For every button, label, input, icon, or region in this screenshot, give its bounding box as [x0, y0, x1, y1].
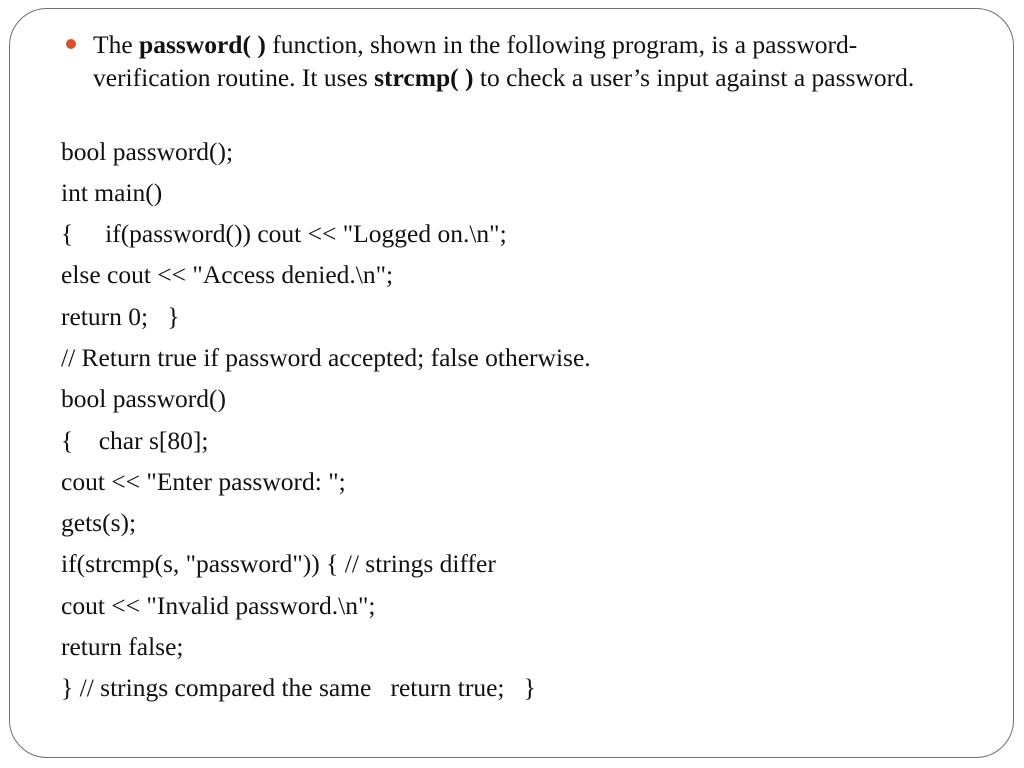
- code-line: return false;: [61, 632, 184, 661]
- code-line: cout << "Enter password: ";: [61, 467, 346, 496]
- code-line: return 0; }: [61, 302, 180, 331]
- intro-bold-password: password( ): [139, 30, 266, 59]
- code-line: else cout << "Access denied.\n";: [61, 260, 394, 289]
- code-line: bool password(): [61, 384, 227, 413]
- intro-text-2: function, shown in the following program, is a password-verification routine. It uses: [93, 30, 858, 92]
- bullet-dot-icon: [66, 39, 76, 49]
- code-line: gets(s);: [61, 508, 137, 537]
- code-line: { char s[80];: [61, 426, 209, 455]
- intro-text-3: to check a user’s input against a password.: [473, 62, 915, 92]
- code-line: int main(): [61, 178, 163, 207]
- code-line: if(strcmp(s, "password")) { // strings differ: [61, 549, 496, 578]
- code-line: // Return true if password accepted; false otherwise.: [61, 343, 591, 372]
- code-line: } // strings compared the same return true; }: [61, 673, 536, 702]
- intro-bold-strcmp: strcmp( ): [374, 62, 474, 92]
- code-line: cout << "Invalid password.\n";: [61, 591, 376, 620]
- code-line: bool password();: [61, 137, 234, 166]
- intro-bullet-text: [93, 29, 973, 94]
- intro-text-1: The: [93, 30, 140, 59]
- code-line: { if(password()) cout << "Logged on.\n";: [61, 219, 507, 248]
